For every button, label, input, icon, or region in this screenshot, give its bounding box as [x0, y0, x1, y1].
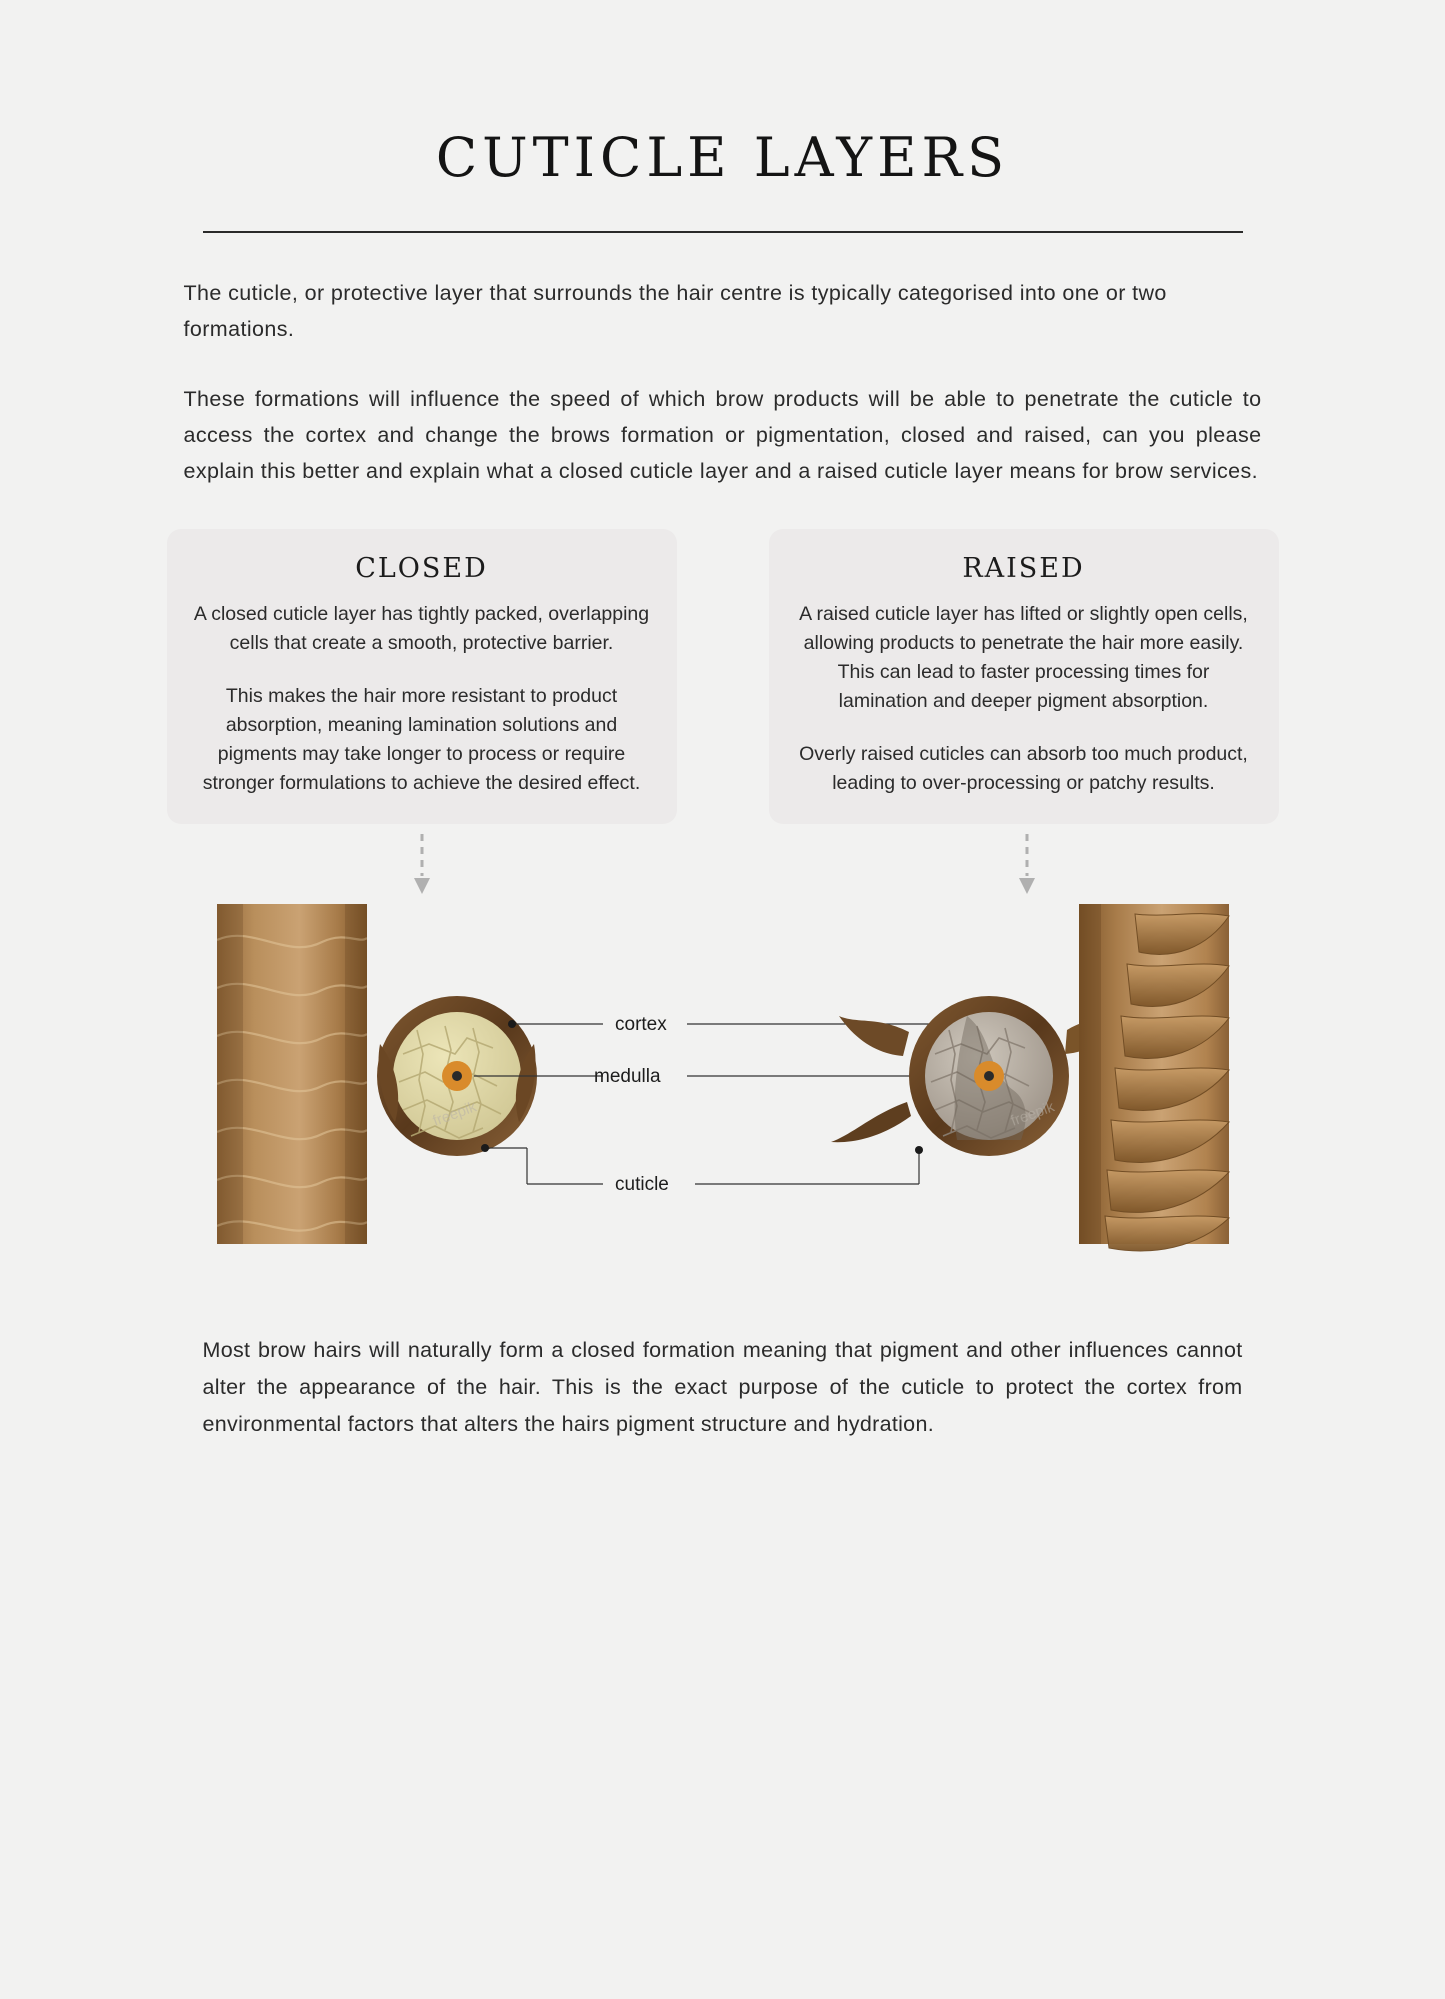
- comparison-cards: [167, 529, 1279, 824]
- card-closed-heading: CLOSED: [355, 553, 488, 585]
- watermark-closed: freepik: [430, 1098, 479, 1131]
- footer-paragraph: Most brow hairs will naturally form a closed formation meaning that pigment and other influences cannot alter the appearance of the hair. This is the exact purpose of the cuticle to protect the cortex from environmental factors that alters the hairs pigment structure and hydration.: [202, 1338, 1243, 1437]
- intro-paragraph-2: These formations will influence the speed of which brow products will be able to penetrate the cuticle to access the cortex and change the brows formation or pigmentation, closed and raised, can you please explain this better and explain what a closed cuticle layer and a raised cuticle layer means for brow services.: [183, 387, 1262, 484]
- card-closed-paragraph-1: A closed cuticle layer has tightly packed, overlapping cells that create a smooth, protective barrier.: [193, 603, 650, 655]
- hair-cuticle-diagram: [167, 904, 1279, 1276]
- leader-lines-raised: [687, 1024, 949, 1184]
- arrow-down-icon-raised: [1017, 834, 1037, 898]
- card-raised-paragraph-2: Overly raised cuticles can absorb too much product, leading to over-processing or patchy results.: [799, 743, 1248, 795]
- card-raised: [769, 529, 1279, 824]
- card-closed: [167, 529, 677, 824]
- card-raised-heading: RAISED: [962, 553, 1085, 585]
- hair-shaft-closed: [217, 904, 367, 1244]
- page-title: CUTICLE LAYERS: [435, 126, 1010, 189]
- footer-section: [203, 1332, 1243, 1443]
- label-cortex: cortex: [614, 1014, 667, 1036]
- label-cuticle: cuticle: [614, 1174, 669, 1196]
- intro-section: [184, 275, 1262, 489]
- hair-shaft-raised: [1079, 904, 1229, 1251]
- title-section: [0, 128, 1445, 233]
- arrow-down-icon-closed: [412, 834, 432, 898]
- intro-paragraph-1: The cuticle, or protective layer that surrounds the hair centre is typically categorised into one or two formations.: [183, 281, 1167, 342]
- card-closed-paragraph-2: This makes the hair more resistant to product absorption, meaning lamination solutions and pigments may take longer to process or require stronger formulations to achieve the desired effect.: [202, 685, 641, 795]
- arrow-connectors: [167, 834, 1279, 904]
- label-medulla: medulla: [593, 1066, 661, 1088]
- watermark-raised: freepik: [1008, 1098, 1057, 1131]
- title-divider: [203, 231, 1243, 233]
- card-raised-paragraph-1: A raised cuticle layer has lifted or slightly open cells, allowing products to penetrate the hair more easily. This can lead to faster processing times for lamination and deeper pigment absorption.: [799, 603, 1248, 713]
- document-page: [0, 128, 1445, 1999]
